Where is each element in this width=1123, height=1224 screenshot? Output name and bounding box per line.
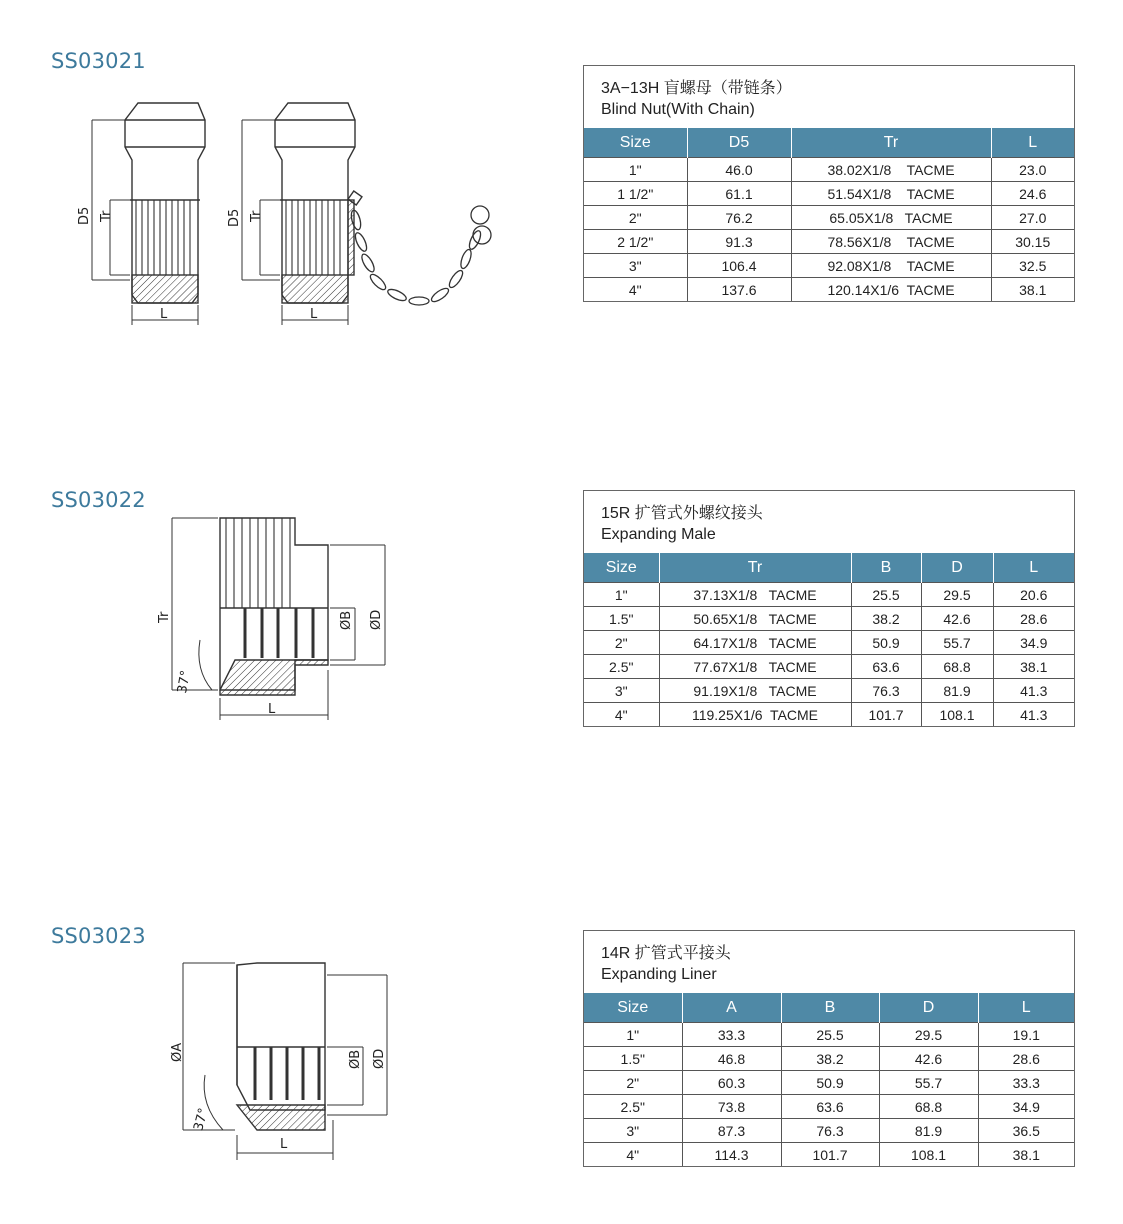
table-row [584,278,1074,302]
table-cell: 65.05X1/8 TACME [791,206,991,230]
section-code-ss03023: SS03023 [51,924,146,948]
column-header: Size [584,993,682,1023]
blind-nut-chain-view [242,103,491,325]
table-cell: 32.5 [991,254,1074,278]
table-cell: 38.2 [851,607,921,631]
table-cell: 2.5" [584,1095,682,1119]
spec-title [584,66,1074,128]
table-cell: 108.1 [921,703,993,727]
table-cell: 120.14X1/6 TACME [791,278,991,302]
title-english: Expanding Male [601,526,716,543]
table-cell: 114.3 [682,1143,781,1167]
blind-nut-spec-table [583,65,1075,302]
table-cell: 1" [584,1023,682,1047]
table-cell: 81.9 [921,679,993,703]
table-cell: 42.6 [921,607,993,631]
table-row [584,182,1074,206]
l-dimension-label: L [160,307,168,322]
angle-label: 37° [191,1106,212,1133]
table-row [584,1047,1074,1071]
d-dimension-label: ØD [369,609,384,630]
expanding-liner-spec-table [583,930,1075,1167]
angle-label: 37° [175,669,194,695]
table-cell: 64.17X1/8 TACME [659,631,851,655]
table-cell: 4" [584,278,687,302]
table-cell: 2" [584,631,659,655]
table-cell: 38.1 [991,278,1074,302]
table-row [584,703,1074,727]
table-cell: 63.6 [781,1095,879,1119]
spec-data-table [584,993,1074,1166]
blind-nut-drawing [70,95,510,330]
table-cell: 101.7 [781,1143,879,1167]
table-row [584,1023,1074,1047]
table-row [584,1095,1074,1119]
table-cell: 137.6 [687,278,791,302]
d5-dimension-label: D5 [77,206,92,225]
table-cell: 41.3 [993,679,1074,703]
table-cell: 34.9 [978,1095,1074,1119]
a-dimension-label: ØA [170,1042,185,1062]
column-header: L [991,128,1074,158]
table-row [584,583,1074,607]
table-cell: 2 1/2" [584,230,687,254]
table-cell: 76.3 [851,679,921,703]
table-cell: 3" [584,679,659,703]
table-row [584,254,1074,278]
table-cell: 4" [584,703,659,727]
table-cell: 106.4 [687,254,791,278]
table-cell: 34.9 [993,631,1074,655]
column-header: D [879,993,978,1023]
table-cell: 25.5 [851,583,921,607]
table-cell: 60.3 [682,1071,781,1095]
d-dimension-label: ØD [372,1048,387,1069]
table-cell: 87.3 [682,1119,781,1143]
spec-title [584,931,1074,993]
table-cell: 101.7 [851,703,921,727]
table-cell: 76.2 [687,206,791,230]
table-cell: 92.08X1/8 TACME [791,254,991,278]
column-header: Size [584,128,687,158]
table-cell: 55.7 [921,631,993,655]
table-cell: 76.3 [781,1119,879,1143]
table-cell: 28.6 [993,607,1074,631]
table-row [584,1119,1074,1143]
title-english: Expanding Liner [601,966,717,983]
d5-dimension-label-2: D5 [227,208,242,227]
table-cell: 2" [584,1071,682,1095]
tr-dimension-label: Tr [157,611,172,623]
table-cell: 51.54X1/8 TACME [791,182,991,206]
table-cell: 1.5" [584,1047,682,1071]
table-cell: 29.5 [921,583,993,607]
table-cell: 3" [584,1119,682,1143]
table-cell: 33.3 [682,1023,781,1047]
expanding-male-spec-table [583,490,1075,727]
title-english: Blind Nut(With Chain) [601,101,755,118]
table-cell: 108.1 [879,1143,978,1167]
table-cell: 1.5" [584,607,659,631]
table-header-row [584,553,1074,583]
table-row [584,1143,1074,1167]
table-cell: 23.0 [991,158,1074,182]
table-cell: 68.8 [921,655,993,679]
title-chinese: 14R 扩管式平接头 [601,945,731,962]
spec-title [584,491,1074,553]
l-dimension-label: L [280,1137,288,1152]
table-cell: 25.5 [781,1023,879,1047]
table-cell: 41.3 [993,703,1074,727]
table-row [584,1071,1074,1095]
table-cell: 38.1 [978,1143,1074,1167]
table-row [584,679,1074,703]
column-header: L [993,553,1074,583]
column-header: Tr [791,128,991,158]
column-header: Size [584,553,659,583]
table-row [584,607,1074,631]
table-cell: 24.6 [991,182,1074,206]
column-header: A [682,993,781,1023]
table-cell: 1 1/2" [584,182,687,206]
tr-dimension-label: Tr [99,210,114,222]
table-cell: 61.1 [687,182,791,206]
table-cell: 63.6 [851,655,921,679]
column-header: L [978,993,1074,1023]
table-cell: 4" [584,1143,682,1167]
table-cell: 50.9 [781,1071,879,1095]
table-cell: 3" [584,254,687,278]
b-dimension-label: ØB [348,1049,363,1069]
table-cell: 36.5 [978,1119,1074,1143]
column-header: D5 [687,128,791,158]
table-cell: 73.8 [682,1095,781,1119]
table-cell: 19.1 [978,1023,1074,1047]
table-cell: 1" [584,583,659,607]
table-header-row [584,128,1074,158]
table-cell: 20.6 [993,583,1074,607]
table-cell: 2" [584,206,687,230]
table-cell: 33.3 [978,1071,1074,1095]
tr-dimension-label-2: Tr [249,210,264,222]
column-header: D [921,553,993,583]
table-cell: 38.1 [993,655,1074,679]
table-cell: 91.19X1/8 TACME [659,679,851,703]
title-chinese: 15R 扩管式外螺纹接头 [601,505,763,522]
table-row [584,158,1074,182]
table-row [584,631,1074,655]
title-chinese: 3A−13H 盲螺母（带链条） [601,80,792,97]
table-cell: 37.13X1/8 TACME [659,583,851,607]
expanding-liner-drawing [165,955,395,1165]
table-cell: 91.3 [687,230,791,254]
expanding-male-drawing [150,510,400,725]
table-cell: 81.9 [879,1119,978,1143]
l-dimension-label-2: L [310,307,318,322]
table-cell: 68.8 [879,1095,978,1119]
l-dimension-label: L [268,702,276,717]
table-cell: 2.5" [584,655,659,679]
column-header: B [851,553,921,583]
spec-data-table [584,128,1074,301]
table-cell: 77.67X1/8 TACME [659,655,851,679]
table-cell: 38.02X1/8 TACME [791,158,991,182]
table-cell: 50.65X1/8 TACME [659,607,851,631]
table-cell: 50.9 [851,631,921,655]
table-cell: 38.2 [781,1047,879,1071]
table-cell: 27.0 [991,206,1074,230]
section-code-ss03021: SS03021 [51,49,146,73]
table-cell: 1" [584,158,687,182]
table-cell: 30.15 [991,230,1074,254]
table-cell: 28.6 [978,1047,1074,1071]
column-header: B [781,993,879,1023]
table-header-row [584,993,1074,1023]
table-row [584,655,1074,679]
table-cell: 119.25X1/6 TACME [659,703,851,727]
b-dimension-label: ØB [339,610,354,630]
table-cell: 46.8 [682,1047,781,1071]
table-row [584,230,1074,254]
spec-data-table [584,553,1074,726]
table-row [584,206,1074,230]
table-cell: 29.5 [879,1023,978,1047]
table-cell: 55.7 [879,1071,978,1095]
table-cell: 42.6 [879,1047,978,1071]
section-code-ss03022: SS03022 [51,488,146,512]
column-header: Tr [659,553,851,583]
table-cell: 78.56X1/8 TACME [791,230,991,254]
table-cell: 46.0 [687,158,791,182]
